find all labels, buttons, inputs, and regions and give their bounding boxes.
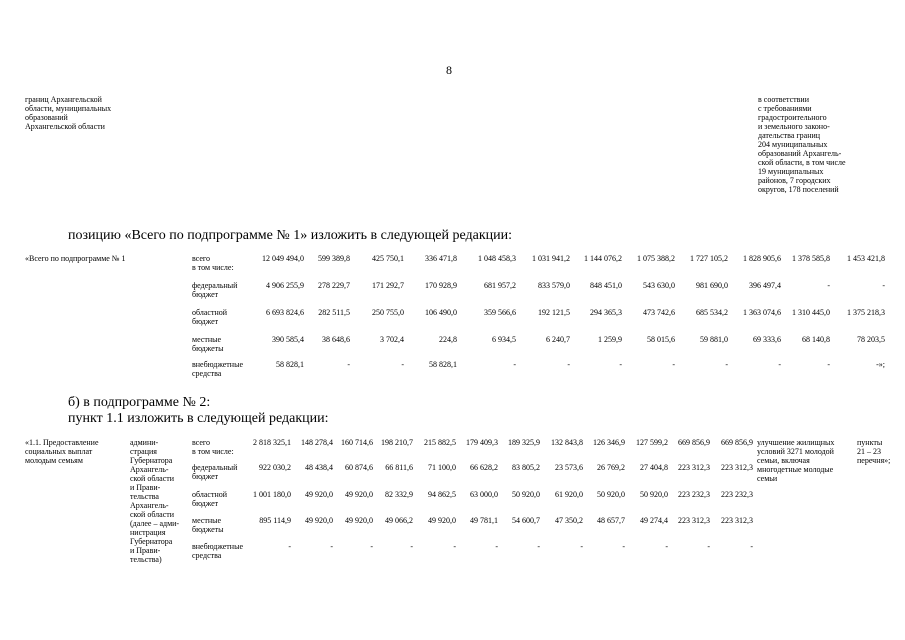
section-heading: б) в подпрограмме № 2: xyxy=(68,395,211,410)
text-line: многодетные молодые xyxy=(757,465,834,474)
text-line: Губернатора xyxy=(130,537,173,546)
table-cell: 599 389,8 xyxy=(318,254,350,263)
text-line: админи- xyxy=(130,438,159,447)
table-cell: 685 534,2 xyxy=(696,308,728,317)
table-cell: 66 628,2 xyxy=(470,463,498,472)
table-cell: 278 229,7 xyxy=(318,281,350,290)
table-cell: 49 781,1 xyxy=(470,516,498,525)
table-cell: 38 648,6 xyxy=(322,335,350,344)
table-cell: 224,8 xyxy=(439,335,457,344)
table-cell: - xyxy=(370,542,373,551)
table-cell: 47 350,2 xyxy=(555,516,583,525)
text-line: ской области xyxy=(130,474,175,483)
text-line: местные xyxy=(192,335,222,344)
text-line: средства xyxy=(192,369,222,378)
table-cell: - xyxy=(750,542,753,551)
table-cell: 49 274,4 xyxy=(640,516,668,525)
table-cell: - xyxy=(778,360,781,369)
table-cell: 68 140,8 xyxy=(802,335,830,344)
table-cell: - xyxy=(567,360,570,369)
table-cell: 160 714,6 xyxy=(341,438,373,447)
row-label xyxy=(192,254,234,272)
table-cell: - xyxy=(707,542,710,551)
table-cell: 359 566,6 xyxy=(484,308,516,317)
table-cell: 49 920,0 xyxy=(305,516,333,525)
text-line: бюджет xyxy=(192,472,219,481)
table-cell: 63 000,0 xyxy=(470,490,498,499)
table-cell: 336 471,8 xyxy=(425,254,457,263)
table-cell: 48 657,7 xyxy=(597,516,625,525)
table-cell: 6 934,5 xyxy=(492,335,516,344)
text-line: районов, 7 городских xyxy=(758,176,831,185)
table-cell: 198 210,7 xyxy=(381,438,413,447)
table-cell: 543 630,0 xyxy=(643,281,675,290)
table-cell: - xyxy=(537,542,540,551)
table-cell: 1 378 585,8 xyxy=(792,254,830,263)
row-label xyxy=(192,438,234,456)
table-cell: 6 693 824,6 xyxy=(266,308,304,317)
table-cell: 681 957,2 xyxy=(484,281,516,290)
expected-result xyxy=(757,438,834,483)
text-line: в том числе: xyxy=(192,447,234,456)
table-cell: 170 928,9 xyxy=(425,281,457,290)
text-line: всего xyxy=(192,438,211,447)
top-left-text xyxy=(25,95,185,131)
table-cell: 12 049 494,0 xyxy=(262,254,304,263)
table-cell: 1 259,9 xyxy=(598,335,622,344)
table-cell: 49 920,0 xyxy=(428,516,456,525)
row-label xyxy=(192,335,224,353)
text-line: образований Архангель- xyxy=(758,149,842,158)
table-cell: 1 828 905,6 xyxy=(743,254,781,263)
text-line: условий 3271 молодой xyxy=(757,447,834,456)
table-cell: - xyxy=(827,360,830,369)
text-line: Архангель- xyxy=(130,501,169,510)
text-line: с требованиями xyxy=(758,104,812,113)
table-cell: 223 312,3 xyxy=(721,516,753,525)
table-cell: 669 856,9 xyxy=(721,438,753,447)
table-cell: - xyxy=(882,281,885,290)
table-cell: 69 333,6 xyxy=(753,335,781,344)
text-line: местные xyxy=(192,516,222,525)
text-line: семьи, включая xyxy=(757,456,810,465)
table-cell: 82 332,9 xyxy=(385,490,413,499)
table-cell: 1 453 421,8 xyxy=(847,254,885,263)
table-cell: 669 856,9 xyxy=(678,438,710,447)
table-cell: 1 048 458,3 xyxy=(478,254,516,263)
table-cell: 94 862,5 xyxy=(428,490,456,499)
table-cell: 50 920,0 xyxy=(640,490,668,499)
table-cell: 1 001 180,0 xyxy=(253,490,291,499)
table-cell: 1 310 445,0 xyxy=(792,308,830,317)
table-cell: - xyxy=(665,542,668,551)
text-line: границ Архангельской xyxy=(25,95,102,104)
row-label xyxy=(192,308,227,326)
text-line: средства xyxy=(192,551,222,560)
table-cell: 71 100,0 xyxy=(428,463,456,472)
text-line: бюджет xyxy=(192,317,219,326)
table-cell: 223 232,3 xyxy=(721,490,753,499)
table-cell: 3 702,4 xyxy=(380,335,404,344)
budget-table-item-1-1 xyxy=(0,438,905,608)
table-cell: - xyxy=(513,360,516,369)
text-line: округов, 178 поселений xyxy=(758,185,839,194)
table-cell: 58 015,6 xyxy=(647,335,675,344)
text-line: в соответствии xyxy=(758,95,809,104)
text-line: образований xyxy=(25,113,68,122)
table-cell: 6 240,7 xyxy=(546,335,570,344)
row-label xyxy=(192,490,227,508)
table-cell: 390 585,4 xyxy=(272,335,304,344)
table-cell: 223 312,3 xyxy=(678,516,710,525)
table-cell: 223 312,3 xyxy=(721,463,753,472)
text-line: всего xyxy=(192,254,211,263)
text-line: перечня»; xyxy=(857,456,891,465)
text-line: Архангель- xyxy=(130,465,169,474)
text-line: и Прави- xyxy=(130,546,161,555)
text-line: в том числе: xyxy=(192,263,234,272)
table-cell: - xyxy=(288,542,291,551)
table-cell: 59 881,0 xyxy=(700,335,728,344)
table-cell: 396 497,4 xyxy=(749,281,781,290)
table-cell: - xyxy=(622,542,625,551)
table-cell: 282 511,5 xyxy=(318,308,350,317)
table-cell: 425 750,1 xyxy=(372,254,404,263)
table-cell: 1 363 074,6 xyxy=(743,308,781,317)
text-line: тельства) xyxy=(130,555,162,564)
text-line: (далее – адми- xyxy=(130,519,180,528)
table-cell: 50 920,0 xyxy=(512,490,540,499)
text-line: бюджет xyxy=(192,290,219,299)
text-line: социальных выплат xyxy=(25,447,93,456)
table-cell: - xyxy=(453,542,456,551)
table-cell: - xyxy=(619,360,622,369)
table-cell: - xyxy=(827,281,830,290)
table-cell: 49 066,2 xyxy=(385,516,413,525)
text-line: улучшение жилищных xyxy=(757,438,835,447)
table-cell: 78 203,5 xyxy=(857,335,885,344)
text-line: внебюджетные xyxy=(192,542,243,551)
text-line: ской области xyxy=(130,510,175,519)
text-line: Архангельской области xyxy=(25,122,105,131)
row-label xyxy=(192,516,224,534)
text-line: дательства границ xyxy=(758,131,821,140)
text-line: Губернатора xyxy=(130,456,173,465)
budget-table-subprogram-1 xyxy=(0,254,905,384)
table-cell: - xyxy=(330,542,333,551)
text-line: ской области, в том числе xyxy=(758,158,846,167)
table-cell: 49 920,0 xyxy=(305,490,333,499)
top-right-text xyxy=(758,95,888,194)
reference xyxy=(857,438,890,465)
table-cell: 895 114,9 xyxy=(259,516,291,525)
table-cell: 106 490,0 xyxy=(425,308,457,317)
table-cell: -»; xyxy=(876,360,885,369)
executor xyxy=(130,438,179,564)
text-line: бюджеты xyxy=(192,344,224,353)
section-heading: позицию «Всего по подпрограмме № 1» изложить в следующей редакции: xyxy=(68,228,513,243)
table-cell: 50 920,0 xyxy=(597,490,625,499)
table-cell: - xyxy=(725,360,728,369)
table-cell: - xyxy=(410,542,413,551)
text-line: внебюджетные xyxy=(192,360,243,369)
table-cell: 1 375 218,3 xyxy=(847,308,885,317)
table-cell: 189 325,9 xyxy=(508,438,540,447)
table-cell: 848 451,0 xyxy=(590,281,622,290)
table-cell: 1 727 105,2 xyxy=(690,254,728,263)
text-line: «1.1. Предоставление xyxy=(25,438,99,447)
table-cell: 192 121,5 xyxy=(538,308,570,317)
page-number: 8 xyxy=(446,63,452,77)
text-line: бюджет xyxy=(192,499,219,508)
text-line: 204 муниципальных xyxy=(758,140,828,149)
table-cell: 127 599,2 xyxy=(636,438,668,447)
text-line: 21 – 23 xyxy=(857,447,881,456)
text-line: семьи xyxy=(757,474,778,483)
table-cell: 473 742,6 xyxy=(643,308,675,317)
text-line: пункты xyxy=(857,438,883,447)
table-cell: 250 755,0 xyxy=(372,308,404,317)
table-cell: 833 579,0 xyxy=(538,281,570,290)
table-cell: 4 906 255,9 xyxy=(266,281,304,290)
table-cell: 1 144 076,2 xyxy=(584,254,622,263)
table-cell: 215 882,5 xyxy=(424,438,456,447)
table-cell: 48 438,4 xyxy=(305,463,333,472)
text-line: нистрация xyxy=(130,528,166,537)
text-line: страция xyxy=(130,447,157,456)
table-cell: 58 828,1 xyxy=(429,360,457,369)
table-cell: 23 573,6 xyxy=(555,463,583,472)
table-cell: 922 030,2 xyxy=(259,463,291,472)
table-cell: 83 805,2 xyxy=(512,463,540,472)
text-line: бюджеты xyxy=(192,525,224,534)
row-label xyxy=(192,281,237,299)
text-line: федеральный xyxy=(192,463,238,472)
table-cell: 179 409,3 xyxy=(466,438,498,447)
text-line: областной xyxy=(192,308,228,317)
table-cell: 60 874,6 xyxy=(345,463,373,472)
text-line: 19 муниципальных xyxy=(758,167,824,176)
table-cell: 1 075 388,2 xyxy=(637,254,675,263)
table-cell: 66 811,6 xyxy=(385,463,413,472)
table-cell: 49 920,0 xyxy=(345,490,373,499)
measure-title xyxy=(25,438,99,465)
table-cell: 223 312,3 xyxy=(678,463,710,472)
text-line: и земельного законо- xyxy=(758,122,830,131)
table-cell: 294 365,3 xyxy=(590,308,622,317)
table-cell: 2 818 325,1 xyxy=(253,438,291,447)
table-cell: - xyxy=(347,360,350,369)
table-cell: 148 278,4 xyxy=(301,438,333,447)
table-cell: 61 920,0 xyxy=(555,490,583,499)
text-line: и Прави- xyxy=(130,483,161,492)
table-cell: 126 346,9 xyxy=(593,438,625,447)
table-title: «Всего по подпрограмме № 1 xyxy=(25,254,126,263)
text-line: тельства xyxy=(130,492,159,501)
table-cell: 49 920,0 xyxy=(345,516,373,525)
text-line: градостроительного xyxy=(758,113,827,122)
section-heading: пункт 1.1 изложить в следующей редакции: xyxy=(68,411,329,426)
table-cell: 58 828,1 xyxy=(276,360,304,369)
table-cell: - xyxy=(495,542,498,551)
table-cell: 1 031 941,2 xyxy=(532,254,570,263)
table-cell: 27 404,8 xyxy=(640,463,668,472)
text-line: областной xyxy=(192,490,228,499)
table-cell: - xyxy=(672,360,675,369)
text-line: молодым семьям xyxy=(25,456,83,465)
text-line: федеральный xyxy=(192,281,238,290)
table-cell: 26 769,2 xyxy=(597,463,625,472)
table-cell: 171 292,7 xyxy=(372,281,404,290)
table-cell: 54 600,7 xyxy=(512,516,540,525)
text-line: области, муниципальных xyxy=(25,104,112,113)
table-cell: 981 690,0 xyxy=(696,281,728,290)
table-cell: 132 843,8 xyxy=(551,438,583,447)
table-cell: - xyxy=(580,542,583,551)
table-cell: 223 232,3 xyxy=(678,490,710,499)
table-cell: - xyxy=(401,360,404,369)
